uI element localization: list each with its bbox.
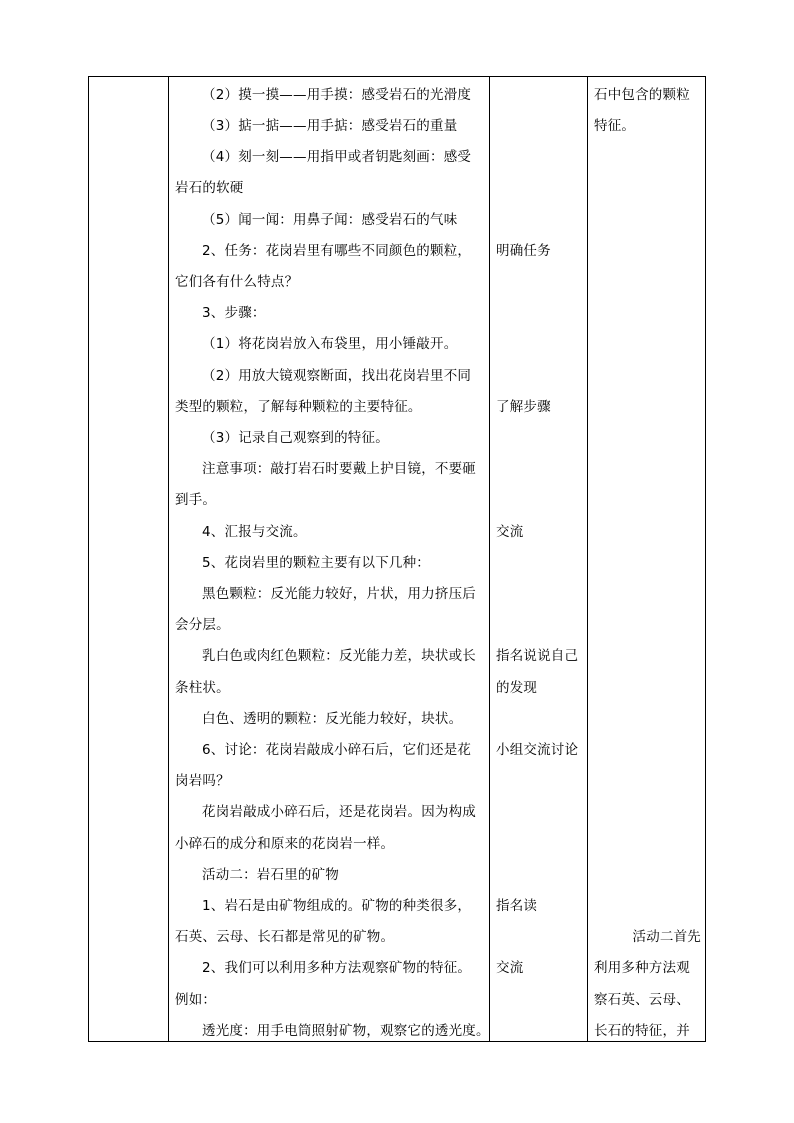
text-line: 活动二首先 [632,929,701,945]
text-line: 小组交流讨论 [496,742,579,758]
text-line: 利用多种方法观 [594,960,690,976]
text-line: 白色、透明的颗粒：反光能力较好，块状。 [202,711,463,727]
text-line: 的发现 [496,680,538,696]
text-line: 了解步骤 [496,399,551,415]
blank-left-cell [89,77,168,1041]
text-line: （5）闻一闻：用鼻子闻：感受岩石的气味 [202,212,458,228]
text-line: 条柱状。 [175,680,230,696]
text-line: 长石的特征，并 [594,1023,690,1039]
text-line: （4）刻一刻——用指甲或者钥匙刻画：感受 [202,149,472,165]
text-line: 透光度：用手电筒照射矿物，观察它的透光度。 [202,1023,490,1039]
text-line: 它们各有什么特点？ [175,274,299,290]
student-activity-cell [490,77,587,1041]
design-intent-cell [588,77,706,1041]
text-line: 5、花岗岩里的颗粒主要有以下几种： [202,555,430,571]
text-line: 3、步骤： [202,305,266,321]
text-line: 2、任务：花岗岩里有哪些不同颜色的颗粒， [202,243,472,259]
text-line: 指名说说自己 [496,648,579,664]
text-line: 石英、云母、长石都是常见的矿物。 [175,929,395,945]
text-line: 4、汇报与交流。 [202,524,307,540]
text-line: 2、我们可以利用多种方法观察矿物的特征。 [202,960,472,976]
text-line: 乳白色或肉红色颗粒：反光能力差，块状或长 [202,648,476,664]
text-line: 1、岩石是由矿物组成的。矿物的种类很多， [202,898,472,914]
text-line: 岩石的软硬 [175,180,244,196]
text-line: 6、讨论：花岗岩敲成小碎石后，它们还是花 [202,742,472,758]
text-line: 交流 [496,960,524,976]
section-heading: 活动二：岩石里的矿物 [202,867,339,883]
text-line: 花岗岩敲成小碎石后，还是花岗岩。因为构成 [202,804,476,820]
text-line: 例如： [175,992,217,1008]
text-line: （3）掂一掂——用手掂：感受岩石的重量 [202,118,458,134]
text-line: 特征。 [594,118,636,134]
text-line: 注意事项：敲打岩石时要戴上护目镜，不要砸 [202,461,476,477]
text-line: 类型的颗粒，了解每种颗粒的主要特征。 [175,399,422,415]
text-line: 小碎石的成分和原来的花岗岩一样。 [175,836,395,852]
text-line: 察石英、云母、 [594,992,690,1008]
text-line: 石中包含的颗粒 [594,87,690,103]
text-line: 到手。 [175,492,217,508]
text-line: 岗岩吗？ [175,773,230,789]
text-line: 会分层。 [175,617,230,633]
text-line: （2）摸一摸——用手摸：感受岩石的光滑度 [202,87,472,103]
lesson-table [88,76,706,1042]
text-line: 黑色颗粒：反光能力较好，片状，用力挤压后 [202,586,476,602]
text-line: 指名读 [496,898,538,914]
text-line: 明确任务 [496,243,551,259]
teaching-process-cell [169,77,489,1041]
text-line: （3）记录自己观察到的特征。 [202,430,389,446]
text-line: （1）将花岗岩放入布袋里，用小锤敲开。 [202,336,458,352]
text-line: 交流 [496,524,524,540]
text-line: （2）用放大镜观察断面，找出花岗岩里不同 [202,368,472,384]
